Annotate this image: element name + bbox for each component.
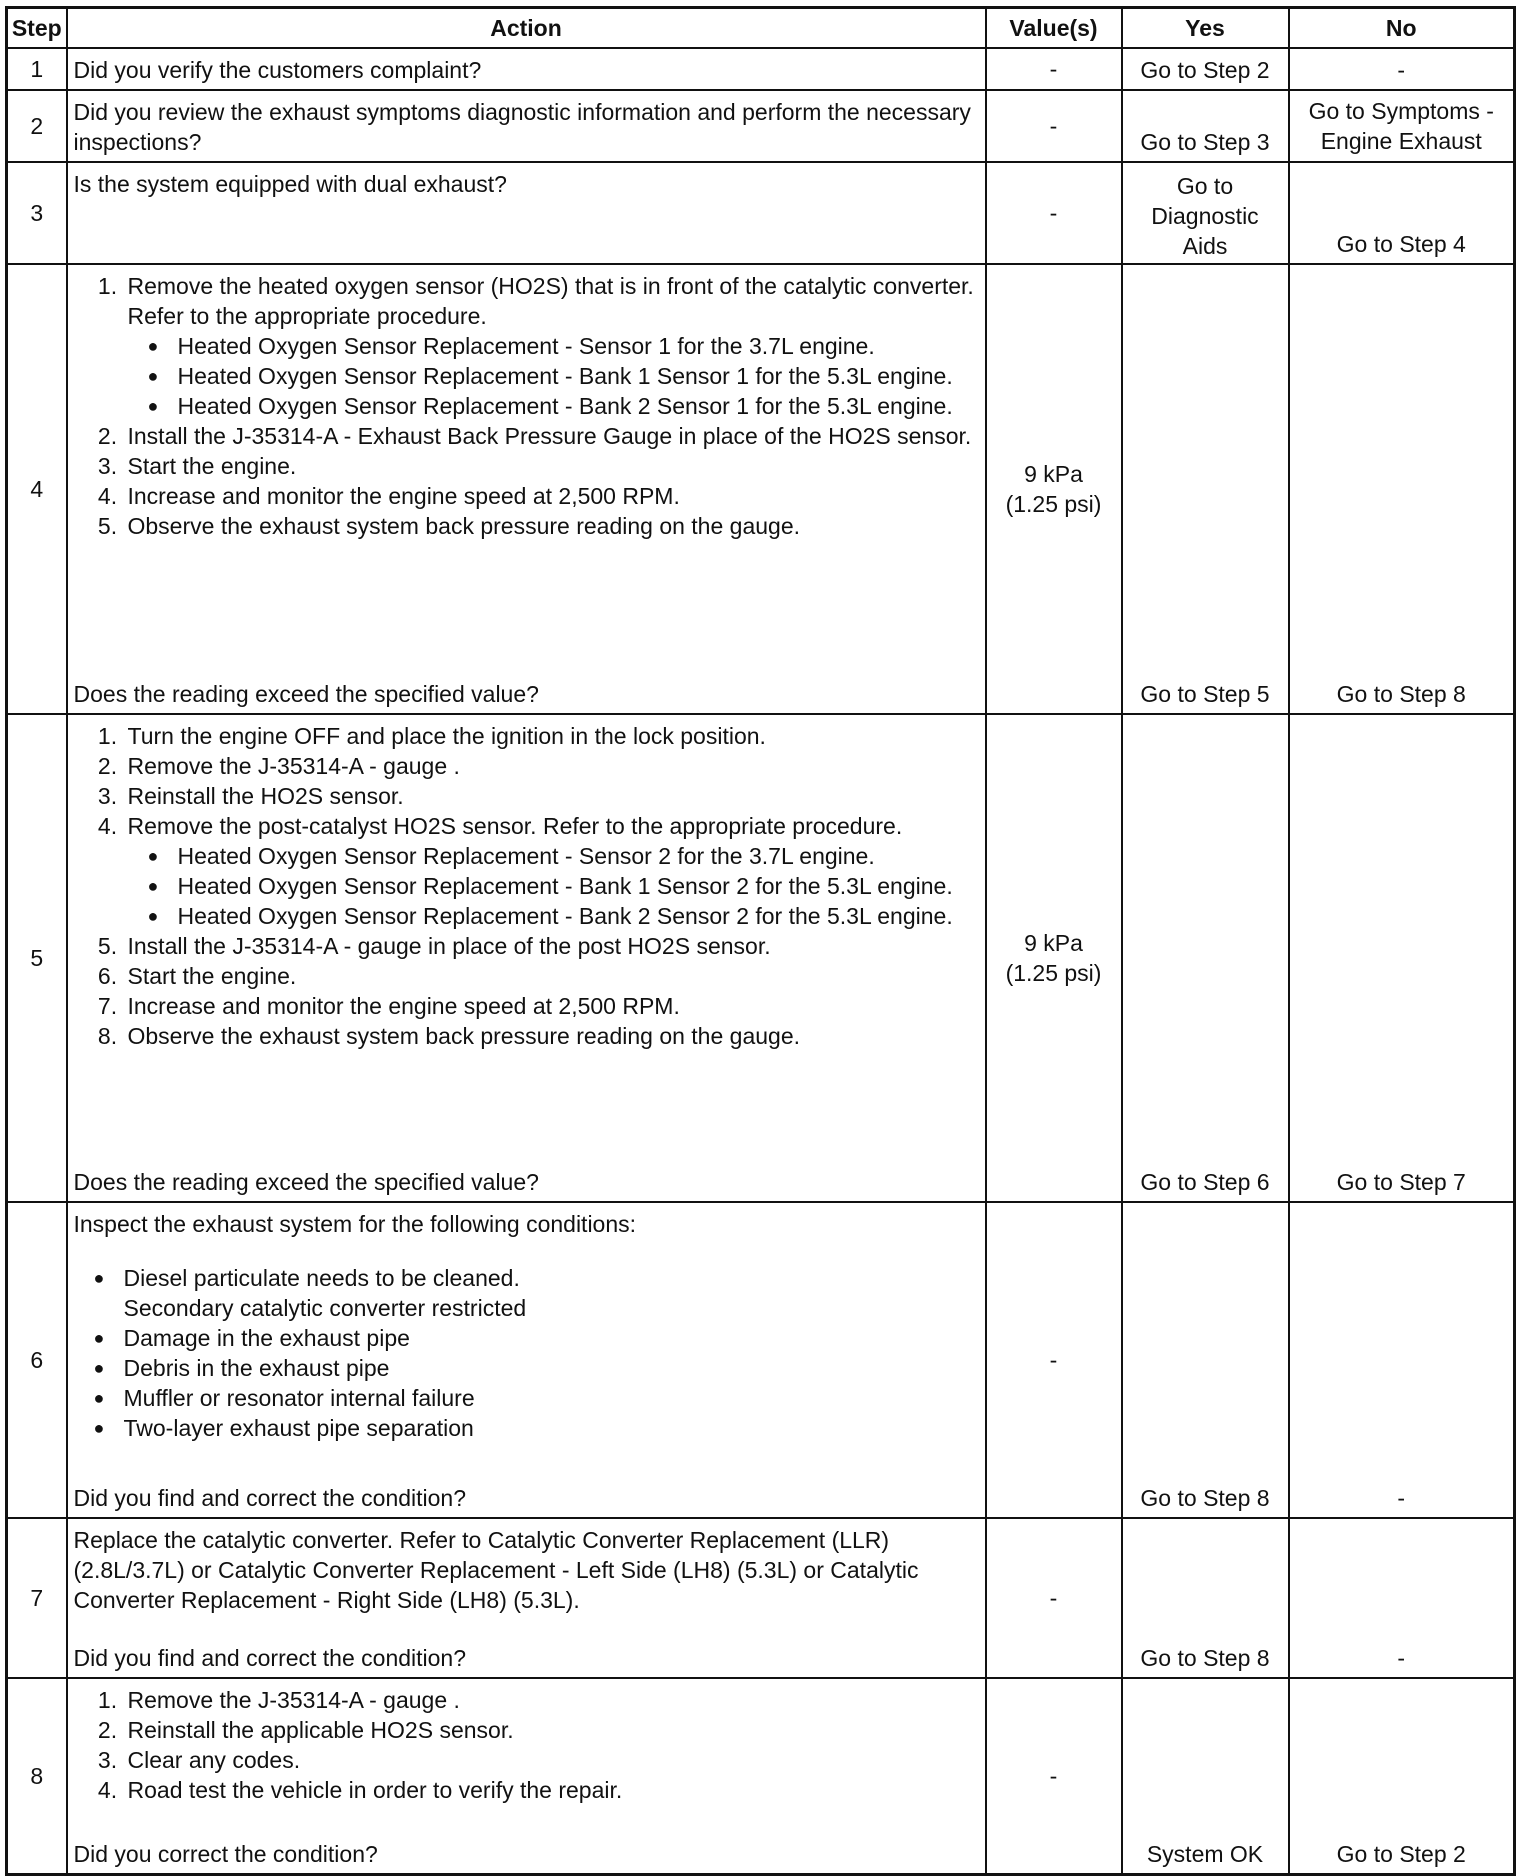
yes-cell: Go to Step 8 — [1122, 1518, 1289, 1678]
value-cell: - — [986, 1202, 1122, 1518]
value-imperial: (1.25 psi) — [1005, 960, 1102, 986]
no-cell: Go to Step 8 — [1289, 264, 1515, 714]
action-cell — [67, 162, 986, 264]
list-item: 7. Increase and monitor the engine speed at 2,500 RPM. — [124, 991, 979, 1021]
list-item: 3. Start the engine. — [124, 451, 979, 481]
action-question: Does the reading exceed the specified value? — [73, 1169, 539, 1195]
no-cell: - — [1289, 1518, 1515, 1678]
bullet-list — [128, 331, 979, 421]
table-row — [7, 90, 1515, 162]
list-item: ● Heated Oxygen Sensor Replacement - Bank 1 Sensor 2 for the 5.3L engine. — [178, 871, 979, 901]
value-metric: 9 kPa — [1024, 930, 1083, 956]
value-cell: - — [986, 48, 1122, 90]
list-item: 5. Observe the exhaust system back pressure reading on the gauge. — [124, 511, 979, 541]
list-item: ● Heated Oxygen Sensor Replacement - Bank 2 Sensor 2 for the 5.3L engine. — [178, 901, 979, 931]
header-no: No — [1289, 8, 1515, 49]
list-item: 8. Observe the exhaust system back pressure reading on the gauge. — [124, 1021, 979, 1051]
list-item: 6. Start the engine. — [124, 961, 979, 991]
table-row — [7, 1202, 1515, 1518]
step-number: 5 — [7, 714, 67, 1202]
action-cell — [67, 1518, 986, 1678]
table-row — [7, 714, 1515, 1202]
step-number: 4 — [7, 264, 67, 714]
no-cell: - — [1289, 1202, 1515, 1518]
list-item: ● Heated Oxygen Sensor Replacement - Sensor 1 for the 3.7L engine. — [178, 331, 979, 361]
bullet-list — [74, 1263, 979, 1443]
list-item: 5. Install the J-35314-A - gauge in place of the post HO2S sensor. — [124, 931, 979, 961]
list-item: 2. Remove the J-35314-A - gauge . — [124, 751, 979, 781]
action-intro: Inspect the exhaust system for the following conditions: — [73, 1211, 637, 1237]
yes-cell: Go to Step 8 — [1122, 1202, 1289, 1518]
procedure-list — [74, 721, 979, 1051]
list-item: 2. Reinstall the applicable HO2S sensor. — [124, 1715, 979, 1745]
list-item: 1. Remove the heated oxygen sensor (HO2S) that is in front of the catalytic converter. Refer to the appropriate procedure. ● Heated Oxygen Sensor Replacement - Sensor 1 for the 3.7L engine. ● Heated Oxygen Sensor Replacement - Bank 1 Sensor 1 for the 5.3L engine. ● Heated Oxygen Sensor Replacement - Bank 2 Sensor 1 for the 5.3L engine. — [124, 271, 979, 421]
header-action: Action — [67, 8, 986, 49]
value-cell — [986, 264, 1122, 714]
list-item: ● Heated Oxygen Sensor Replacement - Sensor 2 for the 3.7L engine. — [178, 841, 979, 871]
list-item: 3. Reinstall the HO2S sensor. — [124, 781, 979, 811]
no-cell: Go to Step 7 — [1289, 714, 1515, 1202]
action-cell — [67, 1202, 986, 1518]
yes-cell: Go to Step 3 — [1122, 90, 1289, 162]
list-item: 4. Road test the vehicle in order to verify the repair. — [124, 1775, 979, 1805]
list-item: ● Debris in the exhaust pipe — [124, 1353, 979, 1383]
yes-cell: Go to Step 2 — [1122, 48, 1289, 90]
list-item: ● Damage in the exhaust pipe — [124, 1323, 979, 1353]
value-imperial: (1.25 psi) — [1005, 491, 1102, 517]
procedure-list — [74, 1685, 979, 1805]
list-item: ● Diesel particulate needs to be cleaned. Secondary catalytic converter restricted — [124, 1263, 979, 1323]
table-row — [7, 1678, 1515, 1874]
value-cell: - — [986, 90, 1122, 162]
list-item: 1. Remove the J-35314-A - gauge . — [124, 1685, 979, 1715]
list-item: ● Heated Oxygen Sensor Replacement - Bank 2 Sensor 1 for the 5.3L engine. — [178, 391, 979, 421]
bullet-subline: Secondary catalytic converter restricted — [123, 1295, 527, 1321]
diagnostic-table — [5, 6, 1516, 1876]
table-row — [7, 1518, 1515, 1678]
action-cell — [67, 264, 986, 714]
value-cell: - — [986, 1518, 1122, 1678]
step-number: 7 — [7, 1518, 67, 1678]
step-number: 6 — [7, 1202, 67, 1518]
header-yes: Yes — [1122, 8, 1289, 49]
action-cell — [67, 48, 986, 90]
action-question: Did you correct the condition? — [73, 1840, 378, 1867]
no-cell: - — [1289, 48, 1515, 90]
action-question: Is the system equipped with dual exhaust? — [73, 171, 507, 197]
value-cell — [986, 714, 1122, 1202]
table-row — [7, 162, 1515, 264]
action-cell — [67, 1678, 986, 1874]
action-cell — [67, 90, 986, 162]
header-value: Value(s) — [986, 8, 1122, 49]
list-item: 2. Install the J-35314-A - Exhaust Back Pressure Gauge in place of the HO2S sensor. — [124, 421, 979, 451]
header-row — [7, 8, 1515, 49]
no-cell: Go to Symptoms - Engine Exhaust — [1289, 90, 1515, 162]
list-item: 3. Clear any codes. — [124, 1745, 979, 1775]
table-row — [7, 48, 1515, 90]
header-step: Step — [7, 8, 67, 49]
action-question: Does the reading exceed the specified value? — [73, 681, 539, 707]
action-intro: Replace the catalytic converter. Refer to Catalytic Converter Replacement (LLR) (2.8L/3.7L) or Catalytic Converter Replacement - Left Side (LH8) (5.3L) or Catalytic Converter Replacement - Right Side (LH8) (5.3L). — [73, 1527, 919, 1613]
action-question: Did you find and correct the condition? — [73, 1485, 467, 1511]
table-row — [7, 264, 1515, 714]
no-cell: Go to Step 2 — [1289, 1678, 1515, 1874]
yes-cell: Go to Diagnostic Aids — [1122, 162, 1289, 264]
list-item: ● Muffler or resonator internal failure — [124, 1383, 979, 1413]
action-question: Did you find and correct the condition? — [73, 1645, 467, 1671]
action-question: Did you verify the customers complaint? — [73, 57, 482, 83]
procedure-list — [74, 271, 979, 541]
yes-cell: Go to Step 5 — [1122, 264, 1289, 714]
step-number: 1 — [7, 48, 67, 90]
list-item: ● Heated Oxygen Sensor Replacement - Bank 1 Sensor 1 for the 5.3L engine. — [178, 361, 979, 391]
yes-cell: Go to Step 6 — [1122, 714, 1289, 1202]
step-number: 3 — [7, 162, 67, 264]
list-item: ● Two-layer exhaust pipe separation — [124, 1413, 979, 1443]
action-question: Did you review the exhaust symptoms diagnostic information and perform the necessary inspections? — [73, 99, 971, 155]
list-item: 1. Turn the engine OFF and place the ignition in the lock position. — [124, 721, 979, 751]
list-item: 4. Remove the post-catalyst HO2S sensor. Refer to the appropriate procedure. ● Heated Oxygen Sensor Replacement - Sensor 2 for the 3.7L engine. ● Heated Oxygen Sensor Replacement - Bank 1 Sensor 2 for the 5.3L engine. ● Heated Oxygen Sensor Replacement - Bank 2 Sensor 2 for the 5.3L engine. — [124, 811, 979, 931]
bullet-list — [128, 841, 979, 931]
no-cell: Go to Step 4 — [1289, 162, 1515, 264]
action-cell — [67, 714, 986, 1202]
yes-cell: System OK — [1122, 1678, 1289, 1874]
step-number: 8 — [7, 1678, 67, 1874]
value-cell: - — [986, 162, 1122, 264]
value-cell: - — [986, 1678, 1122, 1874]
value-metric: 9 kPa — [1024, 461, 1083, 487]
step-number: 2 — [7, 90, 67, 162]
list-item: 4. Increase and monitor the engine speed at 2,500 RPM. — [124, 481, 979, 511]
